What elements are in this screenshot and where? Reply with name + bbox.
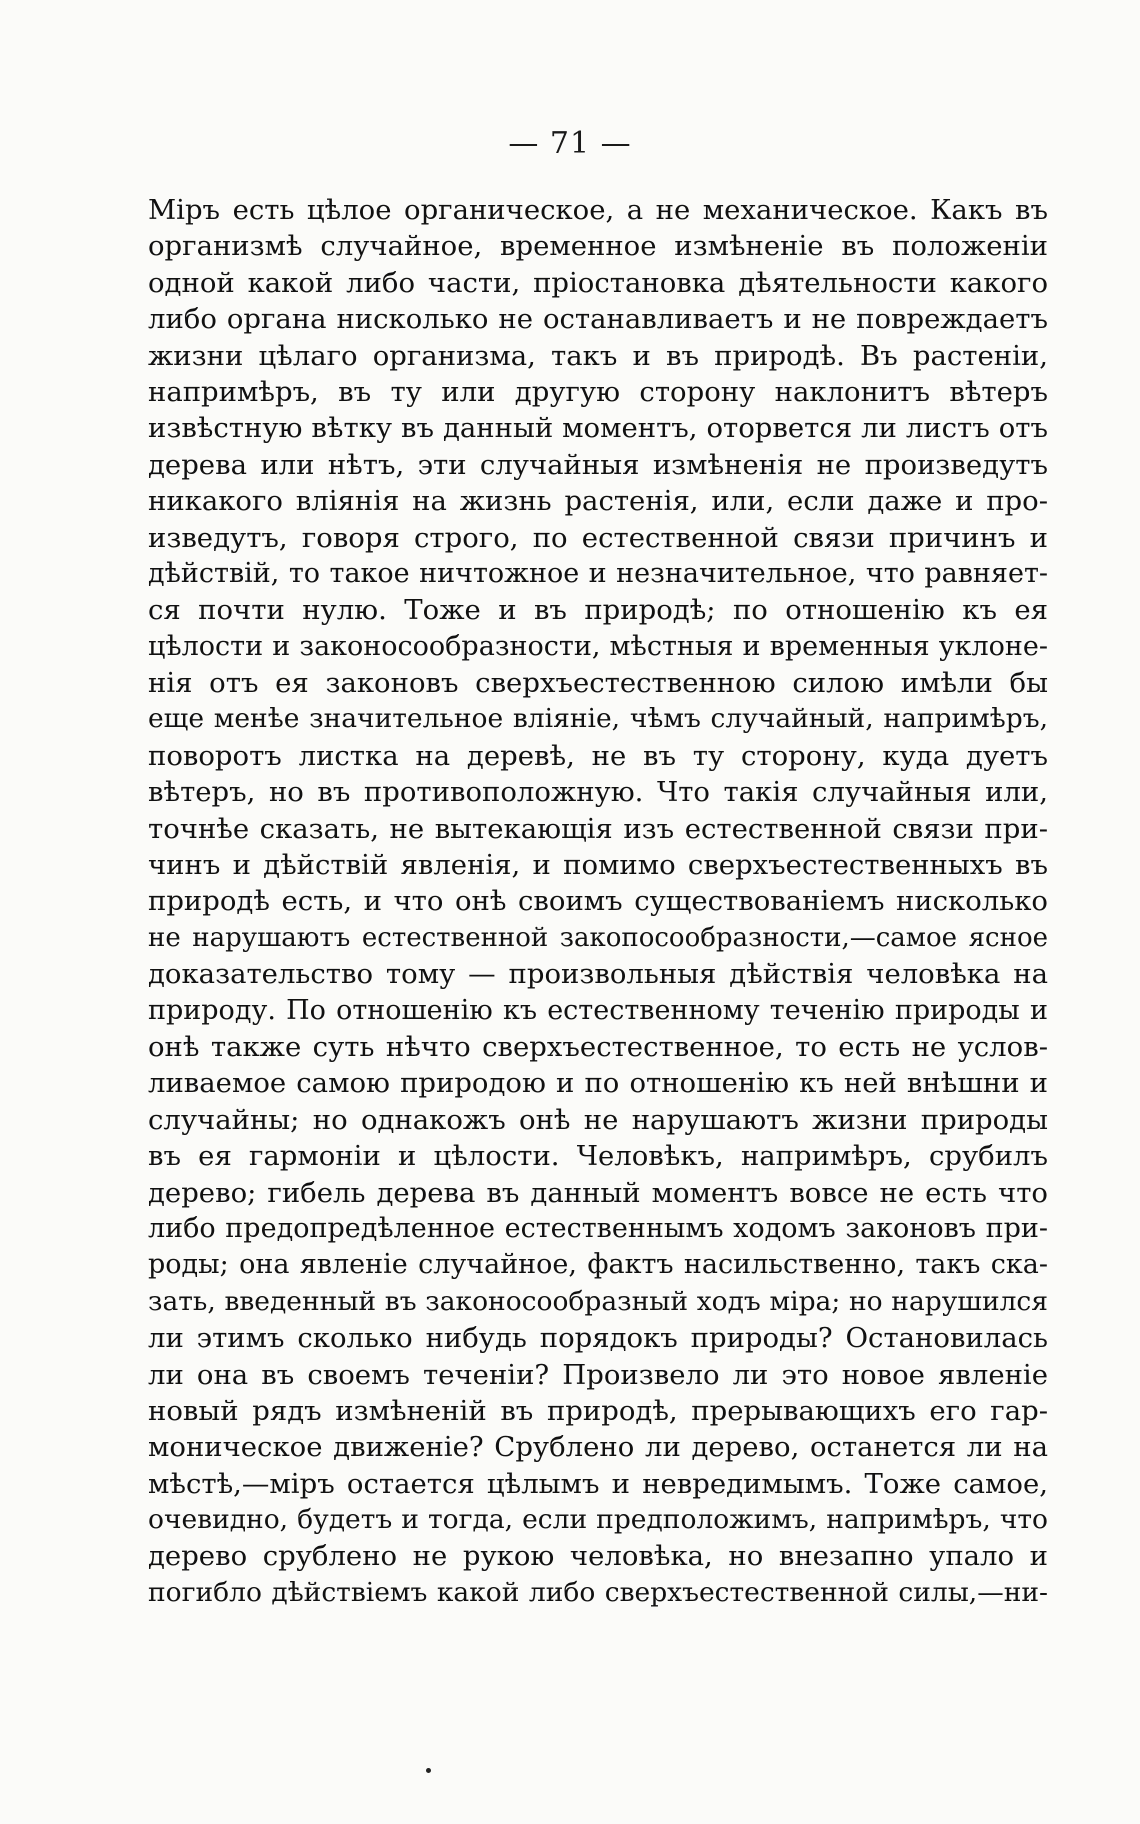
- text-line: роды; она явленіе случайное, фактъ насильственно, такъ ска-: [148, 1249, 1048, 1281]
- text-line: природу. По отношенію къ естественному теченію природы и: [148, 994, 1048, 1026]
- text-line: погибло дѣйствіемъ какой либо сверхъестественной силы,—ни-: [148, 1576, 1048, 1608]
- text-line: поворотъ листка на деревѣ, не въ ту сторону, куда дуетъ: [148, 739, 1048, 772]
- text-line: Міръ есть цѣлое органическое, а не механическое. Какъ въ: [148, 194, 1048, 226]
- text-line: случайны; но однакожъ онѣ не нарушаютъ жизни природы: [148, 1103, 1048, 1136]
- text-line: дерева или нѣтъ, эти случайныя измѣненія не произведутъ: [148, 448, 1048, 481]
- text-line: напримѣръ, въ ту или другую сторону наклонитъ вѣтеръ: [148, 375, 1048, 408]
- body-text: [148, 192, 1048, 1611]
- text-line: вѣтеръ, но въ противоположную. Что такія случайныя или,: [148, 776, 1048, 809]
- text-line: моническое движеніе? Срублено ли дерево, останется ли на: [148, 1431, 1048, 1464]
- page-number: — 71 —: [508, 126, 632, 161]
- text-line: очевидно, будетъ и тогда, если предположимъ, напримѣръ, что: [148, 1504, 1048, 1536]
- text-line: жизни цѣлаго организма, такъ и въ природѣ. Въ растеніи,: [148, 339, 1048, 372]
- text-line: нія отъ ея законовъ сверхъестественною силою имѣли бы: [148, 667, 1048, 700]
- text-line: дерево срублено не рукою человѣка, но внезапно упало и: [148, 1540, 1048, 1573]
- text-line: доказательство тому — произвольныя дѣйствія человѣка на: [148, 958, 1048, 991]
- text-line: природѣ есть, и что онѣ своимъ существованіемъ нисколько: [148, 885, 1048, 918]
- text-line: никакого вліянія на жизнь растенія, или, если даже и про-: [148, 485, 1048, 518]
- text-line: дѣйствій, то такое ничтожное и незначительное, что равняет-: [148, 557, 1048, 589]
- print-speck: [426, 1768, 431, 1773]
- text-line: либо органа нисколько не останавливаетъ и не повреждаетъ: [148, 303, 1048, 336]
- text-line: новый рядъ измѣненій въ природѣ, прерывающихъ его гар-: [148, 1394, 1048, 1427]
- text-line: точнѣе сказать, не вытекающія изъ естественной связи при-: [148, 812, 1048, 845]
- text-line: онѣ также суть нѣчто сверхъестественное, то есть не услов-: [148, 1030, 1048, 1063]
- text-line: въ ея гармоніи и цѣлости. Человѣкъ, напримѣръ, срубилъ: [148, 1140, 1048, 1173]
- text-line: одной какой либо части, пріостановка дѣятельности какого: [148, 266, 1048, 299]
- text-line: либо предопредѣленное естественнымъ ходомъ законовъ при-: [148, 1212, 1048, 1244]
- text-line: мѣстѣ,—міръ остается цѣлымъ и невредимымъ. Тоже самое,: [148, 1467, 1048, 1500]
- text-line: ся почти нулю. Тоже и въ природѣ; по отношенію къ ея: [148, 594, 1048, 627]
- text-line: не нарушаютъ естественной закопосообразности,—самое ясное: [148, 922, 1048, 953]
- text-line: еще менѣе значительное вліяніе, чѣмъ случайный, напримѣръ,: [148, 703, 1048, 735]
- text-line: цѣлости и законосообразности, мѣстныя и временныя уклоне-: [148, 630, 1048, 662]
- text-line: извѣстную вѣтку въ данный моментъ, оторвется ли листъ отъ: [148, 412, 1048, 445]
- text-line: дерево; гибель дерева въ данный моментъ вовсе не есть что: [148, 1176, 1048, 1209]
- text-line: ли этимъ сколько нибудь порядокъ природы? Остановилась: [148, 1322, 1048, 1355]
- text-line: организмѣ случайное, временное измѣненіе въ положеніи: [148, 230, 1048, 263]
- text-line: чинъ и дѣйствій явленія, и помимо сверхъестественныхъ въ: [148, 849, 1048, 882]
- text-line: ливаемое самою природою и по отношенію къ ней внѣшни и: [148, 1067, 1048, 1100]
- text-line: ли она въ своемъ теченіи? Произвело ли это новое явленіе: [148, 1358, 1048, 1391]
- text-line: изведутъ, говоря строго, по естественной связи причинъ и: [148, 521, 1048, 554]
- text-line: зать, введенный въ законосообразный ходъ міра; но нарушился: [148, 1285, 1048, 1317]
